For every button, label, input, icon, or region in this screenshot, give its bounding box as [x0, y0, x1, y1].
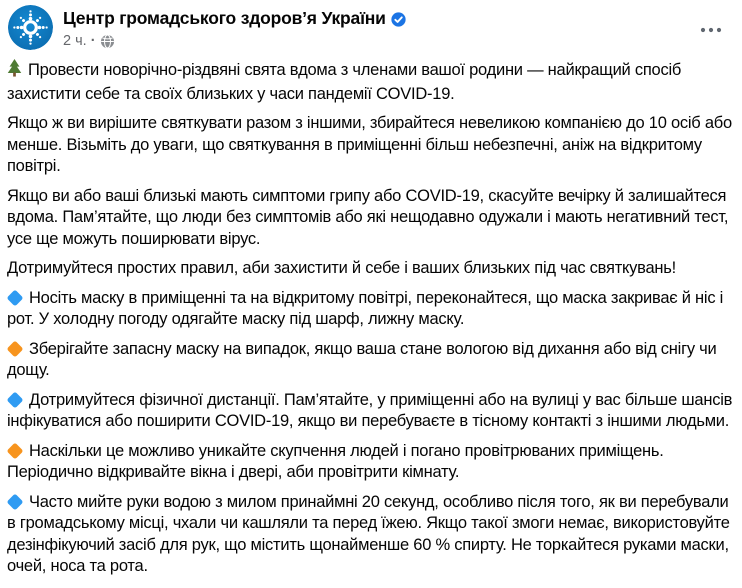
post-paragraph — [7, 258, 734, 280]
bullet-item — [7, 339, 734, 382]
blue-diamond-emoji — [7, 289, 24, 306]
post-header — [0, 0, 742, 50]
timestamp-link[interactable]: 2 ч. — [63, 33, 87, 49]
evergreen-tree-emoji — [7, 59, 22, 84]
more-options-icon — [700, 27, 722, 33]
page-name-link[interactable]: Центр громадського здоров’я України — [63, 8, 386, 28]
paragraph-text: Провести новорічно-різдвяні свята вдома з членами вашої родини — найкращий спосіб захистити себе та своїх близьких у часи пандемії COVID-19. — [7, 61, 682, 103]
bullet-text: Дотримуйтеся фізичної дистанції. Пам’ятайте, у приміщенні або на вулиці у вас більше шансів інфікуватися або поширити COVID-19, якщо ви перебуваєте в тісному контакті з іншими людьми. — [7, 390, 733, 430]
bullet-item — [7, 492, 734, 578]
post-body — [0, 50, 742, 578]
post-paragraph — [7, 186, 734, 251]
blue-diamond-emoji — [7, 493, 24, 510]
name-row — [63, 8, 694, 29]
globe-icon — [100, 34, 115, 49]
post-paragraph — [7, 59, 734, 105]
paragraph-text: Дотримуйтеся простих правил, аби захистити й себе і ваших близьких під час святкувань! — [7, 259, 676, 277]
post-paragraph — [7, 113, 734, 178]
bullet-item — [7, 288, 734, 331]
verified-badge-icon — [391, 12, 406, 27]
orange-diamond-emoji — [7, 340, 24, 357]
meta-separator: · — [90, 33, 96, 49]
bullet-text: Наскільки це можливо уникайте скупчення людей і погано провітрюваних приміщень. Періодично відкривайте вікна і двері, аби провітрити кімнату. — [7, 441, 664, 481]
bullet-text: Часто мийте руки водою з милом принаймні 20 секунд, особливо після того, як ви перебували в громадському місці, чхали чи кашляли та перед їжею. Якщо такої змоги немає, використовуйте дезінфікуючий засіб для рук, що містить щонайменше 60 % спирту. Не торкайтеся руками маски, очей, носа та рота. — [7, 492, 730, 575]
avatar[interactable] — [8, 5, 53, 50]
phc-ukraine-logo — [8, 5, 53, 50]
paragraph-text: Якщо ви або ваші близькі мають симптоми грипу або COVID-19, скасуйте вечірку й залишайтеся вдома. Пам’ятайте, що люди без симптомів або які нещодавно одужали і мають негативний тест, усе ще можуть поширювати вірус. — [7, 186, 729, 248]
paragraph-text: Якщо ж ви вирішите святкувати разом з іншими, збирайтеся невеликою компанією до 10 осіб або менше. Візьміть до уваги, що святкування в приміщенні більш небезпечні, аніж на відкритому повітрі. — [7, 114, 732, 175]
orange-diamond-emoji — [7, 442, 24, 459]
bullet-text: Носіть маску в приміщенні та на відкритому повітрі, переконайтеся, що маска закриває й ніс і рот. У холодну погоду одягайте маску під шарф, лижну маску. — [7, 288, 724, 328]
bullet-item — [7, 441, 734, 484]
more-options-button[interactable] — [694, 13, 728, 47]
header-info — [53, 5, 694, 50]
post-meta — [63, 32, 694, 50]
blue-diamond-emoji — [7, 391, 24, 408]
bullet-text: Зберігайте запасну маску на випадок, якщо ваша стане вологою від дихання або від снігу чи дощу. — [7, 339, 717, 379]
bullet-item — [7, 390, 734, 433]
